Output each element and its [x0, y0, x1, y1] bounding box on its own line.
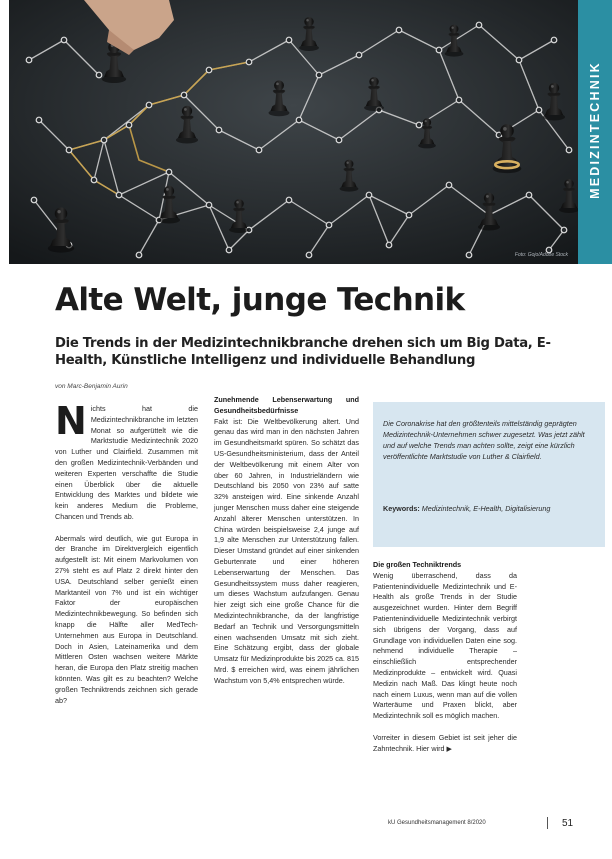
network-node	[206, 67, 212, 73]
dropcap: N	[55, 399, 87, 443]
network-node	[406, 212, 412, 218]
network-node	[386, 242, 392, 248]
network-node	[246, 59, 252, 65]
byline: von Marc-Benjamin Aurin	[55, 383, 128, 390]
network-node	[551, 37, 557, 43]
network-node	[36, 117, 42, 123]
chess-network-illustration	[9, 0, 578, 264]
network-node	[566, 147, 572, 153]
teaser-box	[373, 402, 605, 547]
network-node	[146, 102, 152, 108]
network-node	[206, 202, 212, 208]
paragraph: Fakt ist: Die Weltbevölkerung altert. Und genau das wird man in den nächsten Jahren im Gesundheitsmarkt spüren. So schätzt das US-Gesundheitsministerium, dass der Anteil der Weltbevölkerung mit einem Alter von über 60 Jahren, in Industrieländern wie Deutschland bis 2050 von 23% auf satte 32% ansteigen wird. Eine sinkende Anzahl junger Menschen muss daher eine steigende Anzahl älterer Menschen unterstützen. In China würden beispielsweise 2,4 junge auf 1,9 alte Menschen zur Unterstützung fallen. Dieser Umstand gründet auf einer sinkenden Geburtenrate und einer höheren Lebenserwartung der Menschen. Das Gesundheitssystem muss daher reagieren, um dieses Wachstum aufzufangen. Genau hier zeigt sich eine große Chance für die Medizintechnikbranche, da der langfristige Bedarf an Technik und Versorgungsmitteln einen wachsenden Umsatz mit sich zieht. Eine Schätzung ergibt, dass der globale Umsatz für Medizinprodukte bis 2025 ca. 815 Mrd. $ erreichen wird, was einem jährlichen Wachstum von 5,4% entsprechen würde.	[214, 416, 359, 685]
page-number: 51	[562, 818, 574, 829]
network-node	[101, 137, 107, 143]
intro-paragraph	[55, 399, 198, 523]
teaser-text: Die Coronakrise hat den größtenteils mittelständig geprägten Medizintechnik-Unternehmen schwer zugesetzt. Was jetzt zählt und auf welche Trends man achten sollte, zeigt eine kürzlich veröffentlichte Marktstudie von Luther & Clairfield.	[383, 419, 585, 461]
keywords-value: Medizintechnik, E-Health, Digitalisierung	[421, 504, 551, 513]
column-3	[373, 560, 517, 754]
network-node	[526, 192, 532, 198]
network-node	[286, 197, 292, 203]
hero-image	[9, 0, 578, 264]
network-node	[561, 227, 567, 233]
network-node	[446, 182, 452, 188]
network-node	[396, 27, 402, 33]
network-node	[516, 57, 522, 63]
network-node	[126, 122, 132, 128]
keywords	[383, 503, 583, 514]
network-node	[306, 252, 312, 258]
network-node	[436, 47, 442, 53]
network-node	[366, 192, 372, 198]
network-node	[326, 222, 332, 228]
column-1	[55, 399, 198, 706]
network-node	[216, 127, 222, 133]
network-node	[26, 57, 32, 63]
network-node	[296, 117, 302, 123]
section-label: MEDIZINTECHNIK	[588, 61, 602, 199]
network-node	[456, 97, 462, 103]
network-node	[316, 72, 322, 78]
network-node	[116, 192, 122, 198]
network-node	[31, 197, 37, 203]
network-node	[536, 107, 542, 113]
article-subtitle: Die Trends in der Medizintechnikbranche drehen sich um Big Data, E-Health, Künstliche Intelligenz und individuelle Behandlung	[55, 336, 551, 368]
network-node	[181, 92, 187, 98]
photo-credit: Foto: Gojo/Adobe Stock	[514, 252, 568, 258]
network-node	[66, 147, 72, 153]
column-2	[214, 395, 359, 687]
network-node	[61, 37, 67, 43]
network-node	[476, 22, 482, 28]
network-node	[336, 137, 342, 143]
paragraph: Vorreiter in diesem Gebiet ist seit jeher die Zahntechnik. Hier wird ▶	[373, 732, 517, 753]
keywords-label: Keywords:	[383, 504, 420, 513]
section-heading: Zunehmende Lebenserwartung und Gesundheitsbedürfnisse	[214, 395, 359, 415]
article-title: Alte Welt, junge Technik	[55, 282, 465, 318]
network-node	[91, 177, 97, 183]
footer-divider	[547, 817, 548, 829]
network-node	[356, 52, 362, 58]
network-node	[226, 247, 232, 253]
network-node	[166, 169, 172, 175]
footer-source: kU Gesundheitsmanagement 8/2020	[388, 820, 486, 826]
network-node	[136, 252, 142, 258]
network-node	[466, 252, 472, 258]
network-node	[286, 37, 292, 43]
network-node	[416, 122, 422, 128]
paragraph: Abermals wird deutlich, wie gut Europa in der Branche im Direktvergleich eigentlich aufgestellt ist: Mit einem Markvolumen von 27% steht es auf Platz 2 direkt hinter den USA. Deutschland selber genießt einen Marktanteil von 7% und ist ein wichtiger Faktor der europäischen Medizintechnikbewegung. So befinden sich knapp die Hälfte aller MedTech-Unternehmen aus Europa in Deutschland. Doch in Asien, Lateinamerika und dem Mittleren Osten wachsen weitere Märkte heran, die Europa den Platz streitig machen könnten. Was gilt es zu beachten? Welche großen Techniktrends zeichnen sich gerade ab?	[55, 533, 198, 705]
network-node	[96, 72, 102, 78]
section-heading: Die großen Techniktrends	[373, 560, 462, 569]
paragraph: Wenig überraschend, dass da Patientenindividuelle Medizintechnik und E-Health als große Trends in der Studie ausgezeichnet wurden. Hinter dem Begriff Patientenindividuelle Medizintechnik verbirgt sich übrigens der Vorgang, dass auf Grundlage von individuellen Daten eine sog. nehmend individuelle Therapie – einschließlich entsprechender Medizinprodukte – entwickelt wird. Quasi Medizin nach Maß. Das klingt heute noch nach einem Luxus, wenn man auf die vollen Warteräume und Praxen blickt, aber Medizintechnik soll es möglich machen.	[373, 570, 517, 721]
network-node	[256, 147, 262, 153]
section-tab	[578, 0, 612, 264]
intro-text: ichts hat die Medizintechnikbranche im letzten Monat so aufgerüttelt wie die Marktstudie Medizintechnik 2020 von Luther und Clairfield. Zusammen mit den großen Medizintechnik-Verbänden und weiteren Experten verschaffte die Studie einen Überblick über die aktuelle Entwicklung des Marktes und bildete wie kein anderes Medium die Probleme, Chancen und Trends ab.	[55, 404, 198, 521]
